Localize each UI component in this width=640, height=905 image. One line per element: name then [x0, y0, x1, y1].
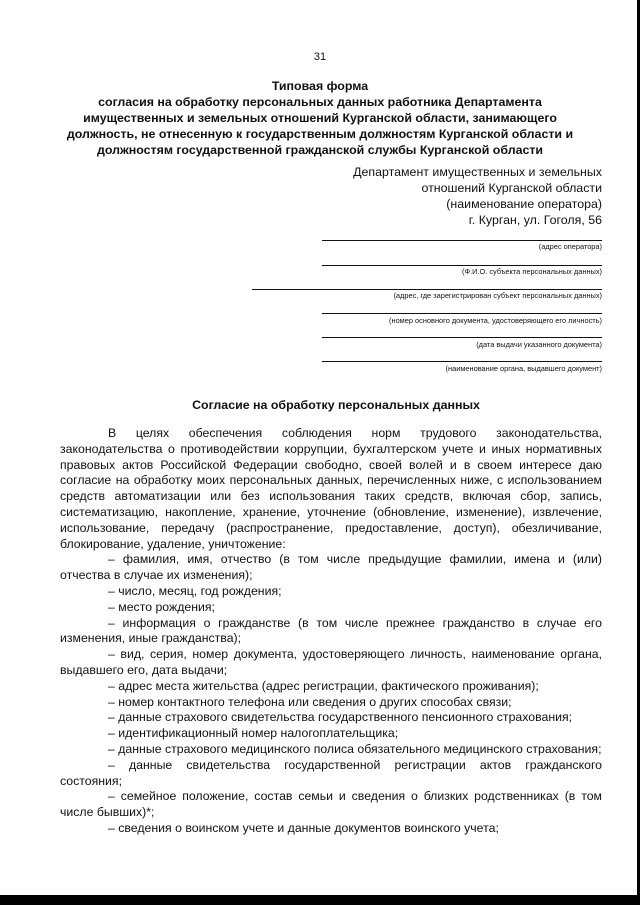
field-caption: (дата выдачи указанного документа) — [476, 340, 602, 349]
field-caption: (адрес, где зарегистрирован субъект персональных данных) — [393, 291, 602, 300]
scan-edge-bottom — [0, 895, 640, 905]
list-item: – адрес места жительства (адрес регистрации, фактического проживания); — [108, 678, 539, 693]
list-item: – информация о гражданстве (в том числе прежнее гражданство в случае его изменения, иные гражданства); — [60, 615, 602, 646]
field-caption: (наименование органа, выдавшего документ) — [445, 364, 602, 373]
consent-intro: В целях обеспечения соблюдения норм трудового законодательства, законодательства о противодействии коррупции, бухгалтерском учете и иных нормативных правовых актов Российской Федерации свободно, своей волей и в своем интересе даю согласие на обработку моих персональных данных, перечисленных ниже, с использованием средств автоматизации или без использования таких средств, включая сбор, запись, систематизацию, накопление, хранение, уточнение (обновление, изменение), извлечение, использование, передачу (распространение, предоставление, доступ), обезличивание, блокирование, удаление, уничтожение: — [60, 426, 602, 551]
list-item: – вид, серия, номер документа, удостоверяющего личность, наименование органа, выдавшего его, дата выдачи; — [60, 647, 602, 677]
list-item: – фамилия, имя, отчество (в том числе предыдущие фамилии, имена и (или) отчества в случае их изменения); — [60, 552, 602, 583]
list-item: – данные свидетельства государственной регистрации актов гражданского состояния; — [60, 757, 602, 788]
subject-name-line[interactable] — [322, 265, 602, 266]
list-item: – сведения о воинском учете и данные документов воинского учета; — [108, 820, 499, 835]
list-item: – число, месяц, год рождения; — [108, 583, 282, 598]
list-item: – семейное положение, состав семьи и сведения о близких родственниках (в том числе бывших)*; — [60, 789, 602, 820]
operator-address-line[interactable] — [322, 240, 602, 241]
operator-address: г. Курган, ул. Гоголя, 56 — [468, 213, 602, 227]
consent-heading: Согласие на обработку персональных данных — [192, 398, 480, 412]
title-line: Типовая форма — [271, 79, 369, 93]
issuing-authority-line[interactable] — [322, 361, 602, 362]
subject-address-line[interactable] — [252, 289, 602, 290]
list-item: – место рождения; — [108, 599, 215, 614]
operator-name-caption: (наименование оператора) — [446, 197, 602, 211]
page-number: 31 — [313, 51, 327, 63]
title-line: согласия на обработку персональных данных работника Департамента — [98, 95, 542, 109]
list-item: – данные страхового медицинского полиса обязательного медицинского страхования; — [108, 741, 602, 756]
title-line: должностям государственной гражданской службы Курганской области — [96, 143, 544, 157]
field-caption: (адрес оператора) — [538, 242, 602, 251]
field-caption: (номер основного документа, удостоверяющего его личность) — [389, 316, 602, 325]
title-line: имущественных и земельных отношений Курганской области, занимающего — [83, 111, 557, 125]
operator-name-line2: отношений Курганской области — [421, 181, 602, 195]
operator-block — [302, 164, 602, 228]
title-line: должность, не отнесенную к государственным должностям Курганской области и — [66, 127, 574, 141]
issue-date-line[interactable] — [322, 337, 602, 338]
consent-body — [60, 426, 602, 837]
operator-name-line1: Департамент имущественных и земельных — [353, 165, 602, 179]
list-item: – данные страхового свидетельства государственного пенсионного страхования; — [108, 710, 573, 725]
list-item: – идентификационный номер налогоплательщика; — [108, 726, 399, 741]
field-caption: (Ф.И.О. субъекта персональных данных) — [462, 267, 602, 276]
list-item: – номер контактного телефона или сведения о других способах связи; — [108, 694, 512, 709]
form-title — [40, 78, 600, 158]
document-number-line[interactable] — [322, 313, 602, 314]
